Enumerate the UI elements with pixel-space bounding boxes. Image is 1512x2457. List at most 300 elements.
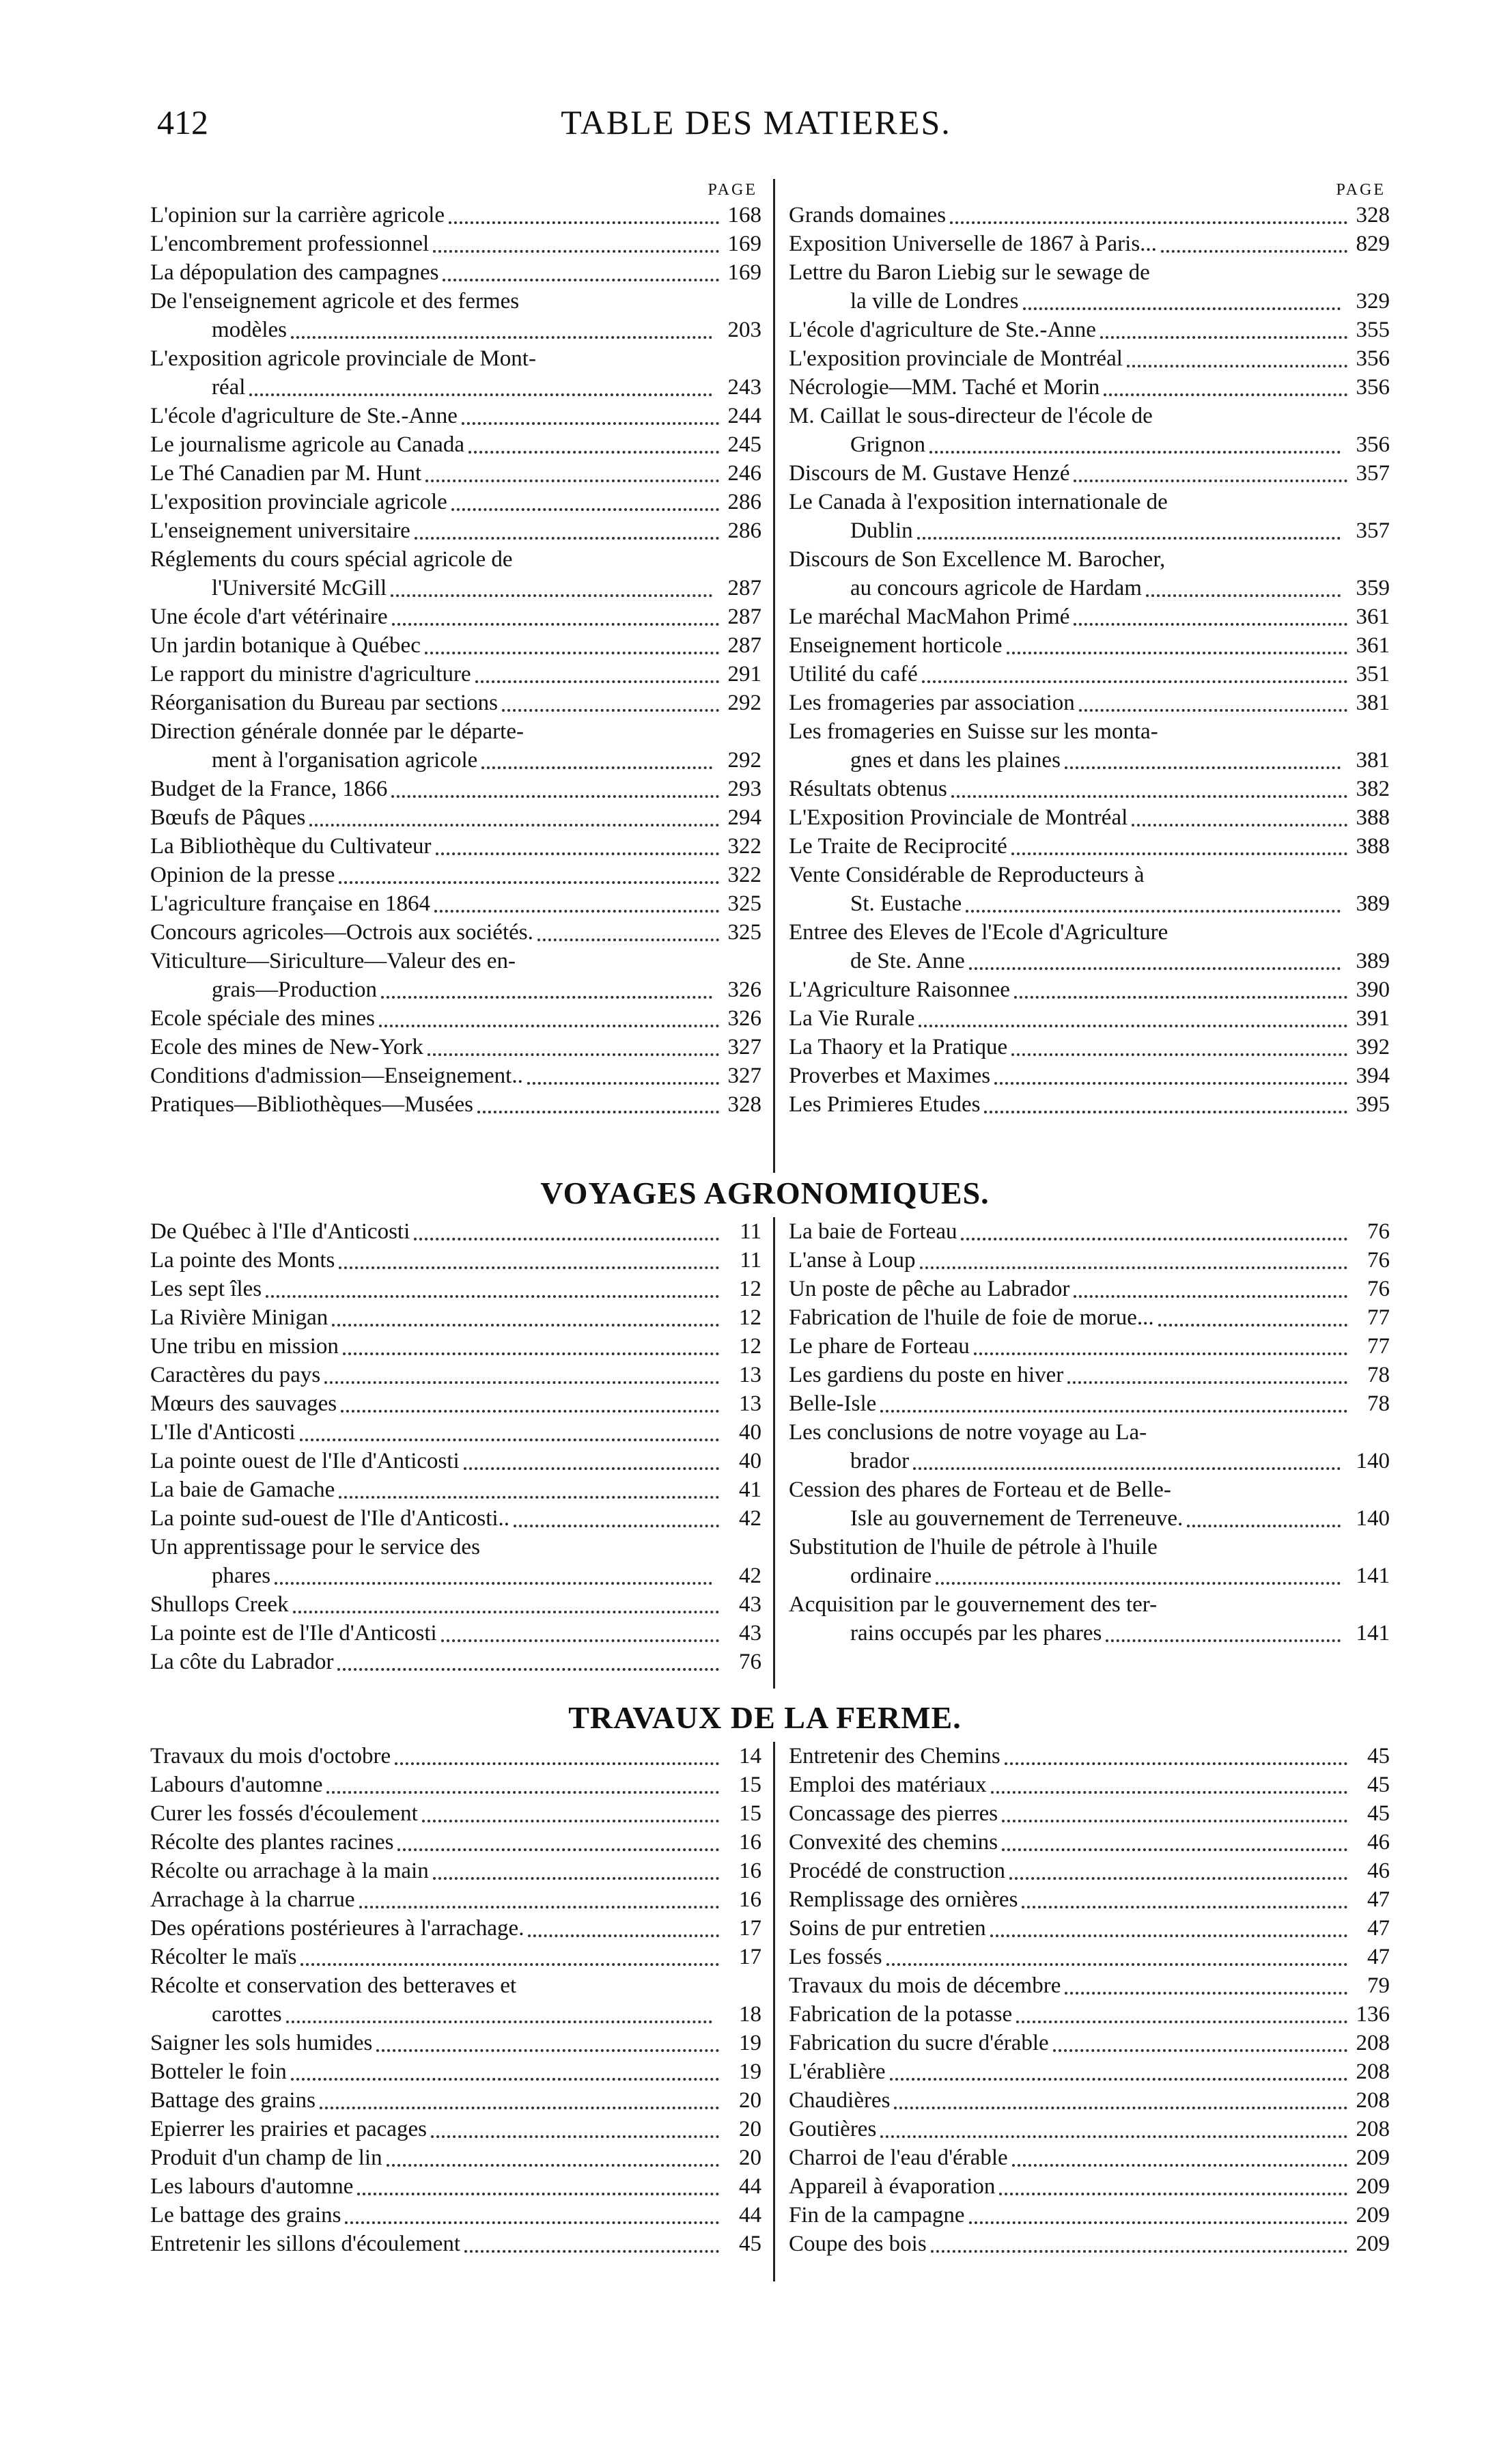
entry-page-number: 78	[1367, 1363, 1390, 1387]
entry-title-line: Viticulture—Siriculture—Valeur des en-	[150, 949, 516, 973]
entry-title-continuation: carottes	[212, 2002, 282, 2027]
section-voyages-agronomiques	[150, 1175, 1390, 1721]
entry-title-line: Acquisition par le gouvernement des ter-	[789, 1592, 1158, 1617]
entry-page-number: 169	[727, 232, 761, 256]
entry-title: L'agriculture française en 1864	[150, 891, 431, 916]
entry-page-number: 392	[1356, 1035, 1390, 1059]
entry-title-continuation: Grignon	[850, 432, 925, 457]
dot-leader	[990, 1934, 1347, 1937]
entry-title: Emploi des matériaux	[789, 1773, 987, 1797]
entry-page-number: 45	[1367, 1801, 1390, 1826]
entry-title: Un jardin botanique à Québec	[150, 633, 421, 658]
entry-page-number: 40	[739, 1420, 761, 1445]
entry-page-number: 286	[727, 490, 761, 514]
entry-title-line: Discours de Son Excellence M. Barocher,	[789, 547, 1166, 572]
dot-leader	[431, 2135, 719, 2138]
entry-page-number: 15	[739, 1801, 761, 1826]
toc-entry	[150, 1033, 761, 1061]
dot-leader	[300, 1963, 719, 1966]
toc-entry	[150, 488, 761, 516]
entry-title: La pointe est de l'Ile d'Anticosti	[150, 1621, 437, 1646]
toc-entry	[789, 1857, 1390, 1885]
dot-leader	[1146, 594, 1341, 597]
dot-leader	[1106, 1639, 1341, 1642]
toc-entry	[150, 201, 761, 230]
dot-leader	[880, 1410, 1347, 1413]
dot-leader	[1187, 1525, 1341, 1527]
entry-page-number: 11	[740, 1219, 761, 1244]
dot-leader	[320, 2107, 719, 2109]
entry-page-number: 325	[727, 891, 761, 916]
dot-leader	[462, 422, 719, 425]
toc-entry	[789, 2000, 1390, 2029]
toc-entry	[150, 545, 761, 602]
toc-entry	[150, 1275, 761, 1303]
dot-leader	[1065, 766, 1341, 769]
entry-page-number: 20	[739, 2088, 761, 2113]
entry-page-number: 209	[1356, 2232, 1390, 2256]
dot-leader	[339, 1266, 719, 1269]
entry-title: Fin de la campagne	[789, 2203, 965, 2227]
entry-page-number: 20	[739, 2117, 761, 2141]
dot-leader	[481, 766, 712, 769]
entry-page-number: 381	[1356, 748, 1390, 773]
entry-page-number: 327	[727, 1035, 761, 1059]
entry-page-number: 77	[1367, 1305, 1390, 1330]
entry-page-number: 47	[1367, 1945, 1390, 1969]
entry-title: Les fossés	[789, 1945, 882, 1969]
entry-title-line: Vente Considérable de Reproducteurs à	[789, 863, 1145, 887]
toc-entry	[789, 1275, 1390, 1303]
dot-leader	[464, 1467, 719, 1470]
entry-page-number: 40	[739, 1449, 761, 1473]
entry-page-number: 390	[1356, 977, 1390, 1002]
entry-page-number: 356	[1356, 375, 1390, 400]
entry-title: Résultats obtenus	[789, 777, 947, 801]
toc-entry	[789, 918, 1390, 975]
toc-entry	[150, 1303, 761, 1332]
dot-leader	[249, 393, 712, 396]
entry-title: Ecole des mines de New-York	[150, 1035, 423, 1059]
dot-leader	[1023, 307, 1341, 310]
dot-leader	[434, 910, 719, 913]
entry-title	[789, 488, 1345, 545]
dot-leader	[464, 2250, 719, 2253]
left-column	[150, 179, 761, 1119]
toc-entry	[789, 316, 1390, 344]
toc-entry	[789, 803, 1390, 832]
toc-entry	[150, 861, 761, 889]
dot-leader	[917, 537, 1341, 540]
section-travaux-de-la-ferme	[150, 1699, 1390, 2383]
entry-page-number: 291	[727, 662, 761, 686]
toc-entry	[789, 775, 1390, 803]
entry-title: Battage des grains	[150, 2088, 316, 2113]
entry-page-number: 389	[1356, 891, 1390, 916]
entry-title: Convexité des chemins	[789, 1830, 998, 1855]
toc-entry	[789, 1828, 1390, 1857]
entry-title: Curer les fossés d'écoulement	[150, 1801, 418, 1826]
entry-page-number: 169	[727, 260, 761, 285]
entry-page-number: 20	[739, 2146, 761, 2170]
toc-entry	[789, 2172, 1390, 2201]
dot-leader	[341, 1410, 719, 1413]
entry-title-continuation: réal	[212, 375, 246, 400]
toc-entry	[150, 459, 761, 488]
entry-page-number: 46	[1367, 1859, 1390, 1883]
dot-leader	[951, 795, 1347, 798]
entry-title-line: Un apprentissage pour le service des	[150, 1535, 480, 1559]
dot-leader	[425, 652, 719, 654]
toc-entry	[150, 2029, 761, 2057]
entry-title-line: Cession des phares de Forteau et de Belle-	[789, 1477, 1171, 1502]
entry-page-number: 327	[727, 1064, 761, 1088]
entry-title-line: Les fromageries en Suisse sur les monta-	[789, 719, 1158, 744]
entry-title	[789, 717, 1345, 775]
entry-page-number: 388	[1356, 805, 1390, 830]
entry-title: L'école d'agriculture de Ste.-Anne	[150, 404, 458, 428]
entry-title: La Rivière Minigan	[150, 1305, 328, 1330]
toc-entry	[150, 516, 761, 545]
entry-page-number: 16	[739, 1830, 761, 1855]
dot-leader	[1009, 1877, 1347, 1880]
entry-page-number: 76	[739, 1650, 761, 1674]
entry-page-number: 287	[727, 576, 761, 600]
entry-title: Les Primieres Etudes	[789, 1092, 981, 1117]
toc-entry	[789, 258, 1390, 316]
entry-title: Les labours d'automne	[150, 2174, 354, 2199]
toc-entry	[150, 1943, 761, 1971]
dot-leader	[1074, 480, 1347, 482]
entry-title: Epierrer les prairies et pacages	[150, 2117, 427, 2141]
dot-leader	[436, 852, 719, 855]
toc-entry	[789, 832, 1390, 861]
entry-title: Bœufs de Pâques	[150, 805, 306, 830]
entry-title: Proverbes et Maximes	[789, 1064, 991, 1088]
dot-leader	[1007, 652, 1348, 654]
entry-title-continuation: phares	[212, 1564, 271, 1588]
entry-page-number: 246	[727, 461, 761, 486]
dot-leader	[1011, 1053, 1347, 1056]
entry-page-number: 76	[1367, 1248, 1390, 1273]
entry-title: Le battage des grains	[150, 2203, 341, 2227]
entry-title: Discours de M. Gustave Henzé	[789, 461, 1070, 486]
dot-leader	[1016, 2021, 1347, 2023]
entry-title: Ecole spéciale des mines	[150, 1006, 375, 1031]
entry-page-number: 208	[1356, 2031, 1390, 2055]
entry-title	[789, 1475, 1345, 1533]
dot-leader	[880, 2135, 1347, 2138]
entry-title: L'Agriculture Raisonnee	[789, 977, 1010, 1002]
toc-entry	[150, 1447, 761, 1475]
toc-entry	[789, 861, 1390, 918]
entry-title: Budget de la France, 1866	[150, 777, 388, 801]
toc-entry	[789, 1332, 1390, 1361]
dot-leader	[1158, 1324, 1347, 1327]
toc-entry	[789, 344, 1390, 373]
toc-entry	[150, 1533, 761, 1590]
toc-entry	[150, 602, 761, 631]
toc-entry	[789, 2029, 1390, 2057]
entry-page-number: 12	[739, 1277, 761, 1301]
toc-entry	[789, 1914, 1390, 1943]
entry-title: Belle-Isle	[789, 1391, 877, 1416]
entry-page-number: 293	[727, 777, 761, 801]
column-divider	[773, 1217, 775, 1689]
dot-leader	[984, 1111, 1347, 1113]
entry-title-continuation: St. Eustache	[850, 891, 962, 916]
entry-title-line: De l'enseignement agricole et des fermes	[150, 289, 520, 314]
entry-title	[789, 1590, 1345, 1648]
toc-entry	[150, 1361, 761, 1389]
section-title: VOYAGES AGRONOMIQUES.	[540, 1176, 990, 1210]
entry-title: Conditions d'admission—Enseignement..	[150, 1064, 523, 1088]
entry-title-continuation: brador	[850, 1449, 910, 1473]
dot-leader	[343, 1352, 719, 1355]
toc-entry	[789, 660, 1390, 689]
entry-title: Les gardiens du poste en hiver	[789, 1363, 1064, 1387]
toc-entry	[789, 459, 1390, 488]
dot-leader	[379, 1025, 719, 1027]
dot-leader	[502, 709, 719, 712]
dot-leader	[415, 537, 719, 540]
entry-title: Récolte des plantes racines	[150, 1830, 394, 1855]
dot-leader	[443, 279, 719, 281]
page-number: 412	[157, 103, 208, 141]
entry-title: L'opinion sur la carrière agricole	[150, 203, 445, 227]
dot-leader	[1012, 2164, 1347, 2167]
toc-entry	[789, 1971, 1390, 2000]
dot-leader	[936, 1582, 1341, 1585]
entry-title: La dépopulation des campagnes	[150, 260, 439, 285]
entry-page-number: 76	[1367, 1277, 1390, 1301]
dot-leader	[1074, 623, 1347, 626]
entry-title-continuation: au concours agricole de Hardam	[850, 576, 1142, 600]
entry-title: Remplissage des ornières	[789, 1887, 1018, 1912]
entry-title: Le Traite de Reciprocité	[789, 834, 1007, 859]
dot-leader	[428, 1053, 719, 1056]
toc-entry	[150, 2230, 761, 2258]
entry-title	[789, 1533, 1345, 1590]
dot-leader	[890, 2078, 1347, 2081]
section-title: TRAVAUX DE LA FERME.	[568, 1700, 962, 1735]
toc-entry	[789, 2230, 1390, 2258]
left-column	[150, 1742, 761, 2258]
entry-page-number: 361	[1356, 633, 1390, 658]
entry-title: Saigner les sols humides	[150, 2031, 373, 2055]
dot-leader	[286, 2021, 712, 2023]
entry-page-number: 359	[1356, 576, 1390, 600]
entry-title: Les fromageries par association	[789, 691, 1075, 715]
entry-page-number: 203	[727, 318, 761, 342]
entry-title: Mœurs des sauvages	[150, 1391, 337, 1416]
entry-title-line: Lettre du Baron Liebig sur le sewage de	[789, 260, 1150, 285]
toc-entry	[150, 2143, 761, 2172]
entry-title: Fabrication de la potasse	[789, 2002, 1013, 2027]
entry-page-number: 77	[1367, 1334, 1390, 1359]
dot-leader	[275, 1582, 712, 1585]
entry-title	[150, 947, 716, 1004]
toc-entry	[789, 1418, 1390, 1475]
entry-title: Utilité du café	[789, 662, 918, 686]
entry-title: Le Thé Canadien par M. Hunt	[150, 461, 422, 486]
dot-leader	[332, 1324, 719, 1327]
dot-leader	[449, 221, 719, 224]
entry-title: La Bibliothèque du Cultivateur	[150, 834, 432, 859]
left-column	[150, 1217, 761, 1676]
page-column-label: PAGE	[708, 181, 757, 199]
entry-page-number: 326	[727, 1006, 761, 1031]
toc-entry	[789, 2057, 1390, 2086]
toc-entry	[789, 1090, 1390, 1119]
entry-title-continuation: Dublin	[850, 518, 913, 543]
toc-entry	[789, 2201, 1390, 2230]
entry-title: Fabrication du sucre d'érable	[789, 2031, 1049, 2055]
entry-page-number: 79	[1367, 1973, 1390, 1998]
dot-leader	[345, 2221, 719, 2224]
entry-title: Enseignement horticole	[789, 633, 1003, 658]
entry-title: Opinion de la presse	[150, 863, 335, 887]
entry-page-number: 244	[727, 404, 761, 428]
entry-title: Les sept îles	[150, 1277, 262, 1301]
entry-title: L'Ile d'Anticosti	[150, 1420, 296, 1445]
toc-entry	[150, 1418, 761, 1447]
entry-title: Exposition Universelle de 1867 à Paris...	[789, 232, 1157, 256]
dot-leader	[300, 1439, 719, 1441]
right-column	[789, 179, 1390, 1119]
entry-title-line: Récolte et conservation des betteraves et	[150, 1973, 517, 1998]
toc-entry	[150, 1217, 761, 1246]
toc-entry	[150, 1090, 761, 1119]
toc-entry	[150, 1389, 761, 1418]
dot-leader	[1127, 365, 1347, 367]
entry-title-line: Entree des Eleves de l'Ecole d'Agriculture	[789, 920, 1168, 945]
dot-leader	[397, 1848, 719, 1851]
toc-entry	[150, 631, 761, 660]
dot-leader	[920, 1266, 1347, 1269]
entry-title: Le maréchal MacMahon Primé	[789, 605, 1070, 629]
entry-page-number: 18	[739, 2002, 761, 2027]
dot-leader	[433, 250, 719, 253]
toc-entry	[150, 2057, 761, 2086]
entry-title	[150, 1971, 716, 2029]
entry-title: L'Exposition Provinciale de Montréal	[789, 805, 1128, 830]
entry-title: Appareil à évaporation	[789, 2174, 996, 2199]
dot-leader	[339, 1496, 719, 1499]
entry-title: Chaudières	[789, 2088, 891, 2113]
page-column-label: PAGE	[1336, 181, 1386, 199]
entry-page-number: 287	[727, 605, 761, 629]
dot-leader	[969, 2221, 1348, 2224]
dot-leader	[451, 508, 719, 511]
entry-title: De Québec à l'Ile d'Anticosti	[150, 1219, 410, 1244]
entry-page-number: 140	[1356, 1449, 1390, 1473]
entry-title	[789, 402, 1345, 459]
dot-leader	[929, 451, 1341, 454]
toc-entry	[150, 1648, 761, 1676]
entry-title: L'encombrement professionnel	[150, 232, 430, 256]
entry-title-continuation: rains occupés par les phares	[850, 1621, 1102, 1646]
toc-entry	[789, 488, 1390, 545]
entry-page-number: 41	[739, 1477, 761, 1502]
dot-leader	[1161, 250, 1347, 253]
entry-page-number: 13	[739, 1363, 761, 1387]
dot-leader	[894, 2107, 1347, 2109]
toc-entry	[150, 402, 761, 430]
entry-title-continuation: de Ste. Anne	[850, 949, 965, 973]
entry-page-number: 209	[1356, 2174, 1390, 2199]
dot-leader	[528, 1934, 719, 1937]
toc-entry	[150, 1332, 761, 1361]
entry-title: Goutières	[789, 2117, 877, 2141]
entry-title: Botteler le foin	[150, 2059, 287, 2084]
entry-page-number: 209	[1356, 2203, 1390, 2227]
toc-entry	[150, 832, 761, 861]
dot-leader	[376, 2049, 719, 2052]
entry-title-continuation: la ville de Londres	[850, 289, 1019, 314]
entry-title	[150, 717, 716, 775]
dot-leader	[387, 2164, 719, 2167]
entry-page-number: 47	[1367, 1887, 1390, 1912]
entry-title-continuation: ordinaire	[850, 1564, 932, 1588]
entry-page-number: 388	[1356, 834, 1390, 859]
entry-title-line: L'exposition agricole provinciale de Mont-	[150, 346, 536, 371]
entry-title: Shullops Creek	[150, 1592, 289, 1617]
entry-title-continuation: grais—Production	[212, 977, 377, 1002]
entry-title: La pointe ouest de l'Ile d'Anticosti	[150, 1449, 460, 1473]
toc-entry	[789, 1004, 1390, 1033]
toc-entry	[150, 689, 761, 717]
entry-title: L'école d'agriculture de Ste.-Anne	[789, 318, 1096, 342]
toc-entry	[150, 660, 761, 689]
entry-page-number: 45	[1367, 1744, 1390, 1768]
entry-page-number: 15	[739, 1773, 761, 1797]
dot-leader	[514, 1525, 719, 1527]
entry-page-number: 42	[739, 1564, 761, 1588]
dot-leader	[969, 967, 1341, 970]
section-general	[150, 179, 1390, 1169]
toc-entry	[150, 230, 761, 258]
toc-entry	[789, 1533, 1390, 1590]
entry-page-number: 141	[1356, 1621, 1390, 1646]
entry-page-number: 382	[1356, 777, 1390, 801]
toc-entry	[789, 1771, 1390, 1799]
entry-page-number: 292	[727, 748, 761, 773]
dot-leader	[1002, 1820, 1347, 1822]
entry-page-number: 287	[727, 633, 761, 658]
entry-page-number: 46	[1367, 1830, 1390, 1855]
dot-leader	[991, 1791, 1347, 1794]
entry-page-number: 45	[739, 2232, 761, 2256]
entry-title	[150, 344, 716, 402]
dot-leader	[441, 1639, 719, 1642]
toc-entry	[150, 1799, 761, 1828]
entry-page-number: 17	[739, 1916, 761, 1941]
entry-title: Entretenir les sillons d'écoulement	[150, 2232, 461, 2256]
entry-title: Travaux du mois d'octobre	[150, 1744, 391, 1768]
toc-entry	[150, 1971, 761, 2029]
running-head: TABLE DES MATIERES.	[561, 103, 951, 141]
entry-title: Concassage des pierres	[789, 1801, 998, 1826]
entry-page-number: 351	[1356, 662, 1390, 686]
entry-page-number: 357	[1356, 518, 1390, 543]
entry-page-number: 329	[1356, 289, 1390, 314]
entry-page-number: 76	[1367, 1219, 1390, 1244]
entry-title: Coupe des bois	[789, 2232, 927, 2256]
dot-leader	[425, 480, 719, 482]
entry-page-number: 44	[739, 2174, 761, 2199]
entry-title: L'enseignement universitaire	[150, 518, 410, 543]
